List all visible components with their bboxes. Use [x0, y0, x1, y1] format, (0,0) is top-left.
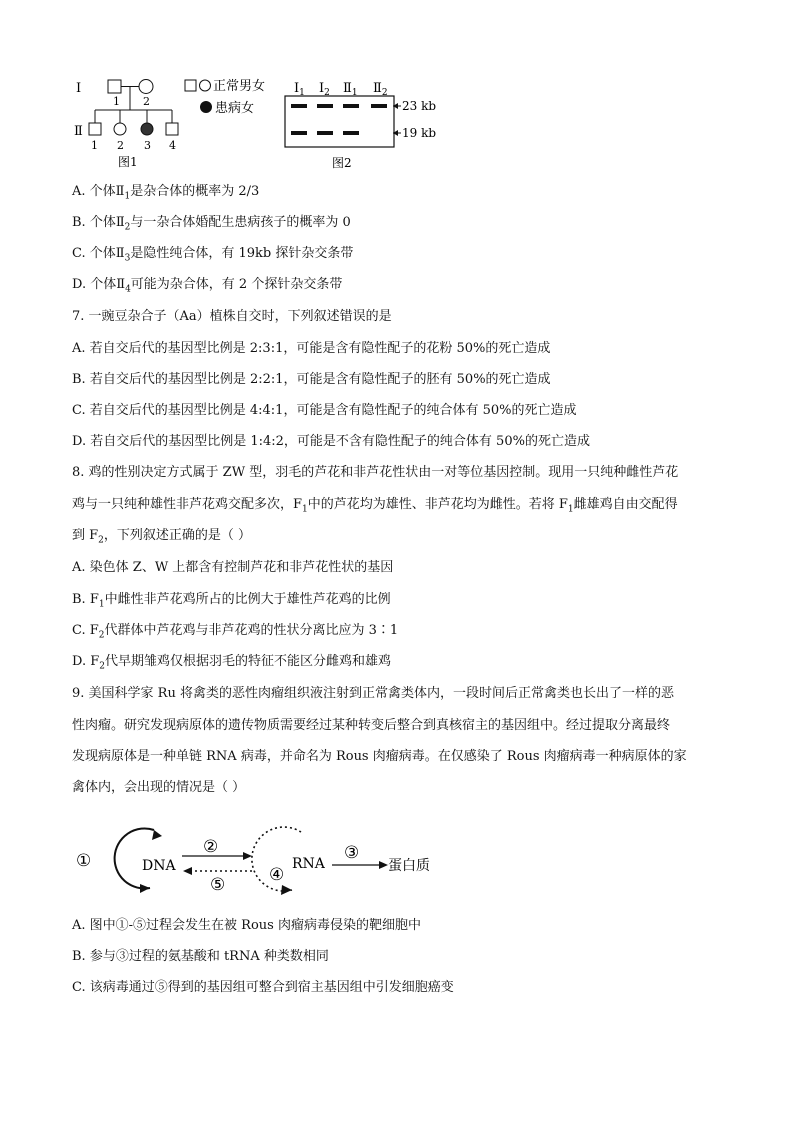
q7-option-b[interactable]: B. 若自交后代的基因型比例是 2:2:1，可能是含有隐性配子的胚有 50%的死亡造成 — [72, 372, 551, 387]
legend-normal-label: 正常男女 — [213, 79, 266, 94]
band-19kb-lane2 — [317, 131, 333, 135]
q8-option-b[interactable]: B. $F_1$中雌性非芦花鸡所占的比例大于雄性芦花鸡的比例 — [72, 592, 391, 610]
process-2-label: ② — [203, 837, 219, 857]
band-23kb-lane1 — [291, 104, 307, 108]
q8-option-a[interactable]: A. 染色体 Z、W 上都含有控制芦花和非芦花性状的基因 — [72, 560, 394, 575]
q9-stem-line2: 性肉瘤。研究发现病原体的遗传物质需要经过某种转变后整合到真核宿主的基因组中。经过提取分离最终 — [72, 718, 671, 733]
q8-option-c[interactable]: C. $F_2$代群体中芦花鸡与非芦花鸡的性状分离比应为 3∶1 — [72, 623, 399, 641]
svg-text:2: 2 — [117, 139, 124, 152]
process-4-label: ④ — [269, 865, 285, 885]
q7-stem: 7. 一豌豆杂合子（Aa）植株自交时，下列叙述错误的是 — [72, 309, 392, 324]
band-23kb-lane2 — [317, 104, 333, 108]
pedigree-figure — [70, 74, 190, 170]
q8-stem-line2: 鸡与一只纯种雄性非芦花鸡交配多次，$F_1$中的芦花均为雄性、非芦花均为雌性。若将 $F_1$雌雄鸡自由交配得 — [72, 497, 678, 515]
q9-option-b[interactable]: B. 参与③过程的氨基酸和 tRNA 种类数相同 — [72, 949, 329, 964]
band-23kb-lane3 — [343, 104, 359, 108]
generation-label-2: Ⅱ — [74, 124, 83, 139]
female-affected-II3 — [141, 123, 153, 135]
q7-option-c[interactable]: C. 若自交后代的基因型比例是 4:4:1，可能是含有隐性配子的纯合体有 50%的死亡造成 — [72, 403, 577, 418]
lane-label-I1: $I_1$ — [294, 81, 305, 98]
band-19kb-lane3 — [343, 131, 359, 135]
band-label-23kb: 23 kb — [402, 99, 437, 113]
process-3-label: ③ — [344, 843, 360, 863]
q6-option-b[interactable]: B. 个体$Ⅱ_2$与一杂合体婚配生患病孩子的概率为 0 — [72, 215, 351, 233]
svg-text:1: 1 — [113, 95, 120, 108]
female-normal-II2 — [114, 123, 126, 135]
svg-text:1: 1 — [91, 139, 98, 152]
legend-affected-circle — [200, 101, 212, 113]
band-19kb-lane1 — [291, 131, 307, 135]
gel-frame — [285, 96, 394, 147]
pedigree-legend — [184, 76, 284, 120]
process-1-label: ① — [76, 851, 92, 871]
central-dogma-diagram — [70, 818, 450, 902]
svg-text:4: 4 — [169, 139, 176, 152]
lane-label-II1: $Ⅱ_1$ — [343, 81, 358, 98]
figure2-caption: 图2 — [332, 156, 352, 170]
process-5-label: ⑤ — [210, 875, 226, 895]
q9-option-a[interactable]: A. 图中①-⑤过程会发生在被 Rous 肉瘤病毒侵染的靶细胞中 — [72, 918, 421, 933]
band-label-19kb: 19 kb — [402, 126, 437, 140]
svg-text:2: 2 — [143, 95, 150, 108]
protein-label: 蛋白质 — [388, 858, 430, 874]
lane-label-II2: $Ⅱ_2$ — [373, 81, 388, 98]
q9-stem-line3: 发现病原体是一种单链 RNA 病毒，并命名为 Rous 肉瘤病毒。在仅感染了 Rous 肉瘤病毒一种病原体的家 — [72, 749, 687, 764]
q9-option-c[interactable]: C. 该病毒通过⑤得到的基因组可整合到宿主基因组中引发细胞癌变 — [72, 980, 454, 995]
figure1-caption: 图1 — [118, 155, 138, 169]
q8-option-d[interactable]: D. $F_2$代早期雏鸡仅根据羽毛的特征不能区分雌鸡和雄鸡 — [72, 654, 391, 672]
legend-female-circle — [200, 80, 211, 91]
q6-option-d[interactable]: D. 个体$Ⅱ_4$可能为杂合体，有 2 个探针杂交条带 — [72, 277, 343, 295]
dna-label: DNA — [142, 858, 176, 874]
male-normal-I1 — [108, 80, 121, 93]
male-normal-II4 — [166, 123, 178, 135]
lane-label-I2: $I_2$ — [319, 81, 330, 98]
q7-option-d[interactable]: D. 若自交后代的基因型比例是 1:4:2，可能是不含有隐性配子的纯合体有 50%的死亡造成 — [72, 434, 590, 449]
q9-stem-line4: 禽体内，会出现的情况是（ ） — [72, 780, 246, 795]
legend-male-square — [185, 80, 196, 91]
q6-option-c[interactable]: C. 个体$Ⅱ_3$是隐性纯合体，有 19kb 探针杂交条带 — [72, 246, 354, 264]
rna-label: RNA — [292, 856, 325, 872]
q8-stem-line1: 8. 鸡的性别决定方式属于 ZW 型，羽毛的芦花和非芦花性状由一对等位基因控制。现用一只纯种雌性芦花 — [72, 465, 679, 480]
generation-label-1: I — [76, 81, 82, 96]
band-23kb-lane4 — [371, 104, 387, 108]
male-normal-II1 — [89, 123, 101, 135]
q7-option-a[interactable]: A. 若自交后代的基因型比例是 2:3:1，可能是含有隐性配子的花粉 50%的死亡造成 — [72, 341, 551, 356]
q8-stem-line3: 到 $F_2$，下列叙述正确的是（ ） — [72, 528, 252, 546]
gel-figure — [282, 76, 442, 172]
q6-option-a[interactable]: A. 个体$Ⅱ_1$是杂合体的概率为 2/3 — [72, 184, 260, 202]
legend-affected-label: 患病女 — [215, 101, 255, 116]
svg-text:3: 3 — [144, 139, 151, 152]
q9-stem-line1: 9. 美国科学家 Ru 将禽类的恶性肉瘤组织液注射到正常禽类体内，一段时间后正常禽类也长出了一样的恶 — [72, 686, 674, 701]
female-normal-I2 — [139, 80, 153, 94]
